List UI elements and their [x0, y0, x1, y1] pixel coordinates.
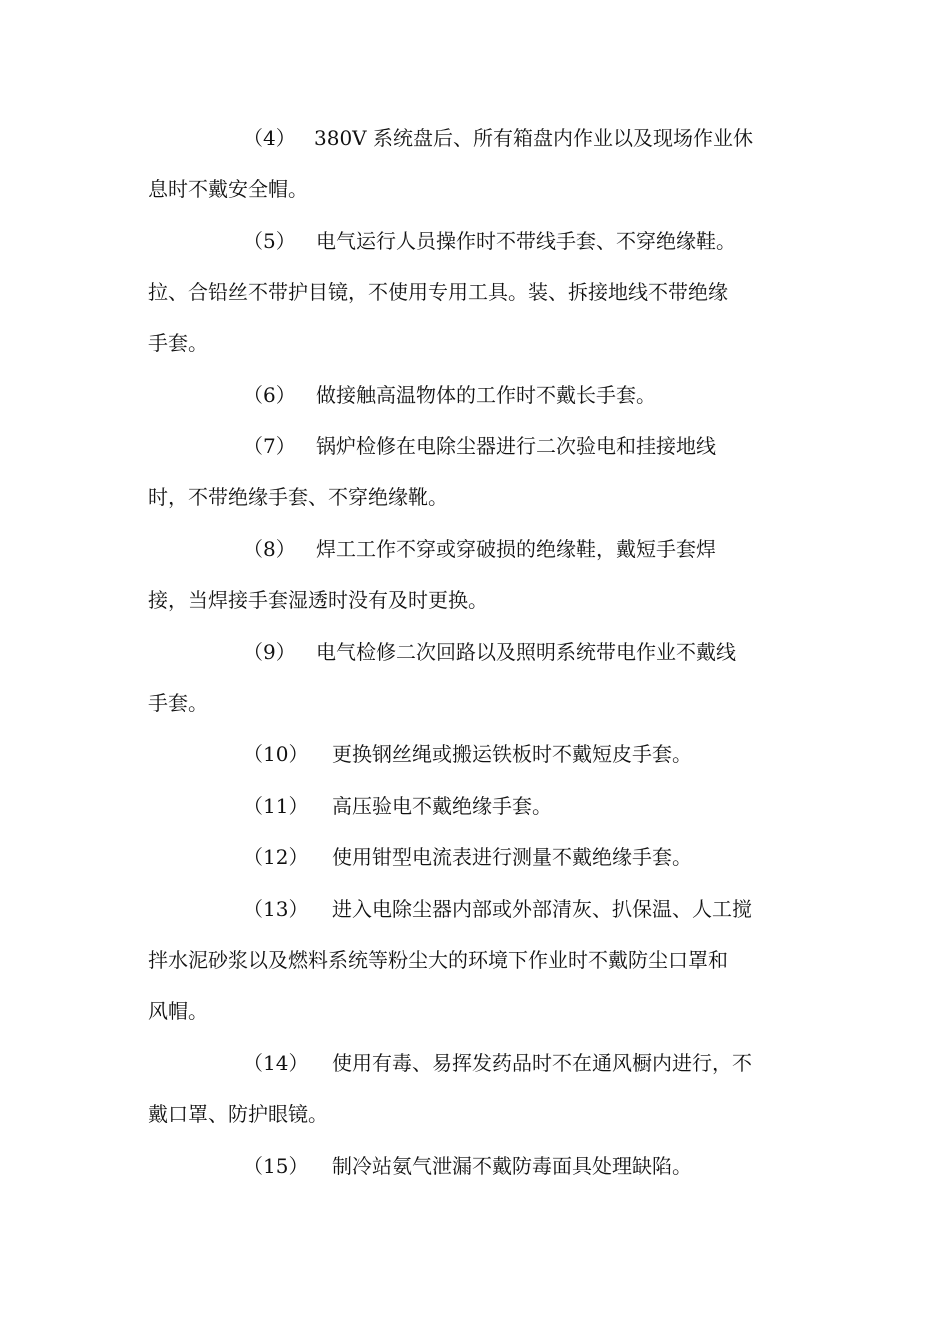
item-text-line: 戴口罩、防护眼镜。: [148, 1102, 328, 1126]
list-item: [243, 124, 296, 152]
list-item: [243, 740, 308, 768]
item-number: （6）: [243, 383, 296, 407]
item-number: （12）: [243, 845, 309, 869]
item-text-line: 电气运行人员操作时不带线手套、不穿绝缘鞋。: [316, 229, 736, 253]
item-text-line: 时，不带绝缘手套、不穿绝缘靴。: [148, 485, 448, 509]
item-number: （5）: [243, 229, 296, 253]
item-text-line: 拉、合铅丝不带护目镜，不使用专用工具。装、拆接地线不带绝缘: [148, 280, 728, 304]
item-text-line: 风帽。: [148, 999, 208, 1023]
list-item: [243, 1049, 308, 1077]
item-text-line: 更换钢丝绳或搬运铁板时不戴短皮手套。: [332, 742, 692, 766]
item-text-line: 接，当焊接手套湿透时没有及时更换。: [148, 588, 488, 612]
list-item: [243, 1152, 308, 1180]
item-number: （8）: [243, 537, 296, 561]
list-item: [243, 843, 308, 871]
item-text-line: 做接触高温物体的工作时不戴长手套。: [316, 383, 656, 407]
item-number: （11）: [243, 794, 309, 818]
item-text-line: 手套。: [148, 691, 208, 715]
item-text-line: 锅炉检修在电除尘器进行二次验电和挂接地线: [316, 434, 716, 458]
list-item: [243, 535, 296, 563]
item-text-line: 使用有毒、易挥发药品时不在通风橱内进行，不: [332, 1051, 752, 1075]
item-number: （13）: [243, 897, 309, 921]
item-number: （9）: [243, 640, 296, 664]
item-text-line: 息时不戴安全帽。: [148, 177, 308, 201]
item-text-line: 电气检修二次回路以及照明系统带电作业不戴线: [316, 640, 736, 664]
item-number: （15）: [243, 1154, 309, 1178]
list-item: [243, 227, 296, 255]
list-item: [243, 638, 296, 666]
item-text-line: 焊工工作不穿或穿破损的绝缘鞋，戴短手套焊: [316, 537, 716, 561]
list-item: [243, 381, 296, 409]
item-text-line: 380V 系统盘后、所有箱盘内作业以及现场作业休: [314, 126, 753, 150]
list-item: [243, 432, 296, 460]
item-text-line: 进入电除尘器内部或外部清灰、扒保温、人工搅: [332, 897, 752, 921]
item-number: （14）: [243, 1051, 309, 1075]
item-text-line: 制冷站氨气泄漏不戴防毒面具处理缺陷。: [332, 1154, 692, 1178]
list-item: [243, 895, 308, 923]
item-text-line: 使用钳型电流表进行测量不戴绝缘手套。: [332, 845, 692, 869]
item-number: （4）: [243, 126, 296, 150]
item-text-line: 高压验电不戴绝缘手套。: [332, 794, 552, 818]
item-number: （7）: [243, 434, 296, 458]
item-number: （10）: [243, 742, 309, 766]
item-text-line: 拌水泥砂浆以及燃料系统等粉尘大的环境下作业时不戴防尘口罩和: [148, 948, 728, 972]
item-text-line: 手套。: [148, 331, 208, 355]
list-item: [243, 792, 308, 820]
